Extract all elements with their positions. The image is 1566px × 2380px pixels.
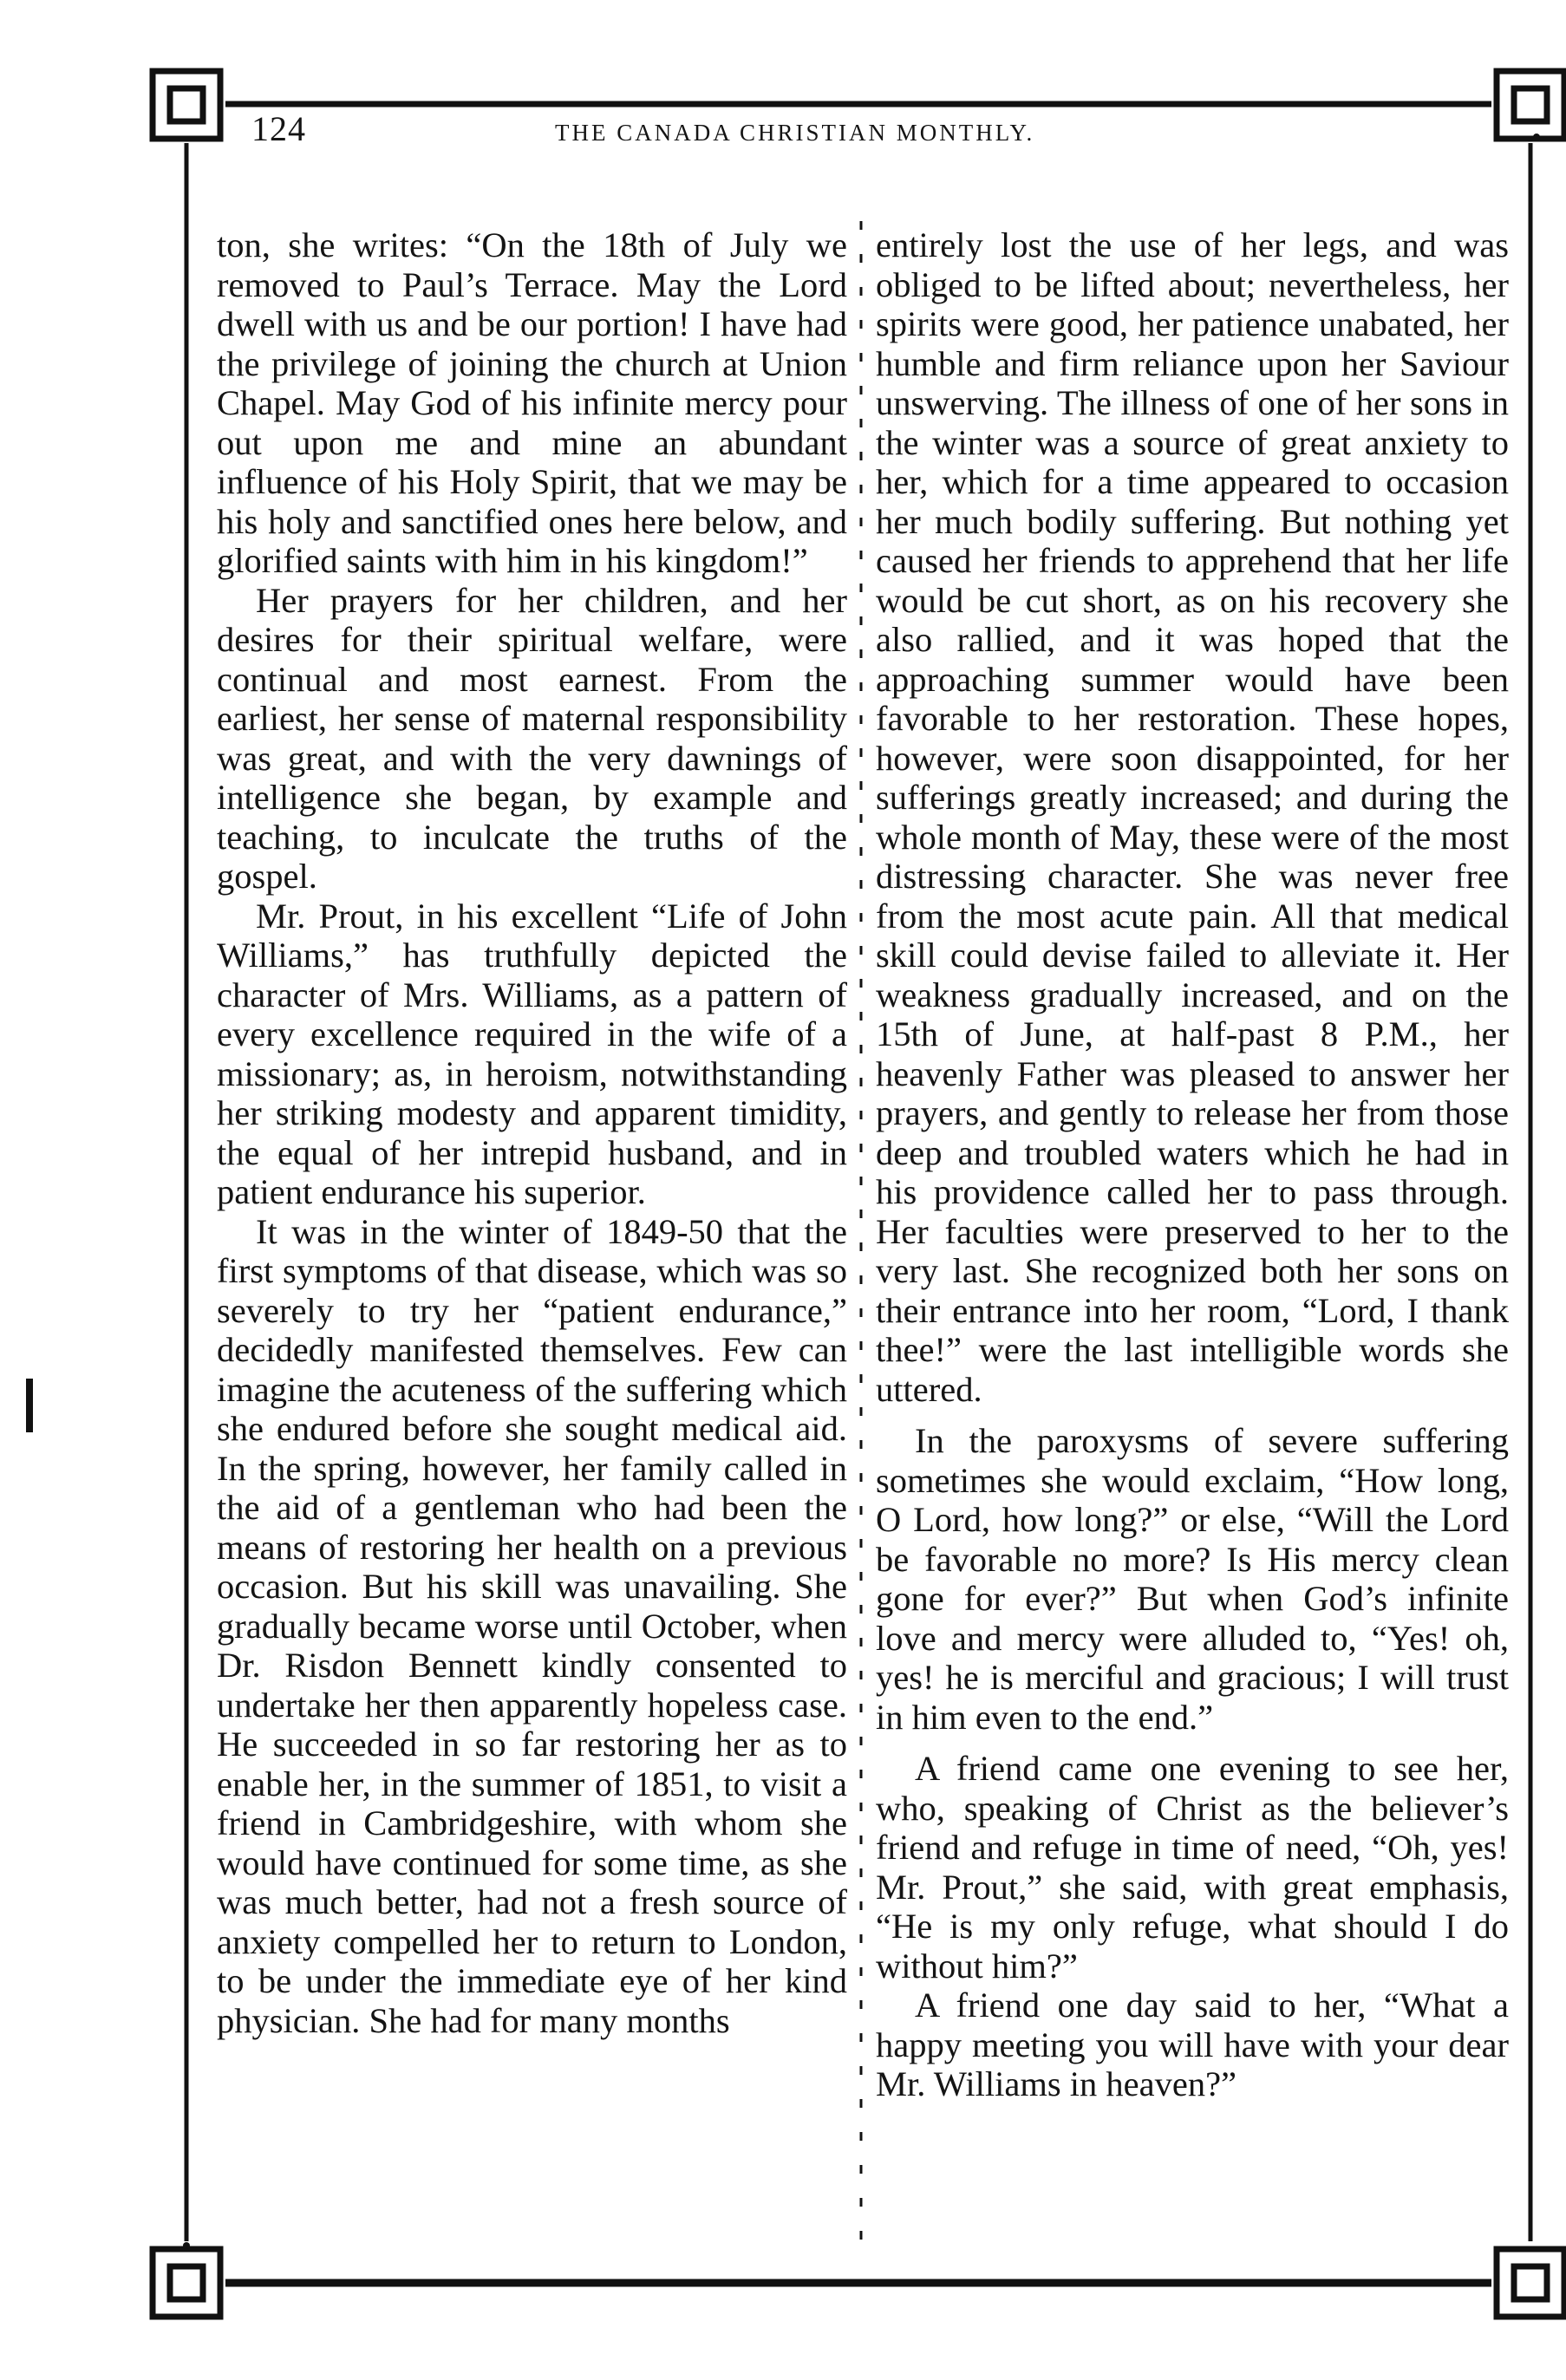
page-number: 124: [251, 109, 306, 148]
paragraph: It was in the winter of 1849-50 that the first symptoms of that disease, which was so severely to try her “patient endurance,” decidedly manifested themselves. Few can imagine the acuteness of the suffering which she endured before she sought medical aid. In the spring, however, her family called in the aid of a gentleman who had been the means of restoring her health on a previous occasion. But his skill was unavailing. She gradually became worse until October, when Dr. Risdon Bennett kindly consented to undertake her then apparently hopeless case. He succeeded in so far restoring her as to enable her, in the summer of 1851, to visit a friend in Cambridgeshire, with whom she would have continued for some time, as she was much better, had not a fresh source of anxiety compelled her to return to London, to be under the immediate eye of her kind physician. She had for many months: [217, 1211, 847, 2040]
paragraph: entirely lost the use of her legs, and was obliged to be lifted about; nevertheless, her spirits were good, her patience unabated, her humble and firm reliance upon her Saviour unswerving. The illness of one of her sons in the winter was a source of great anxiety to her, which for a time appeared to occasion her much bodily suffering. But nothing yet caused her friends to apprehend that her life would be cut short, as on his recovery she also rallied, and it was hoped that the approaching summer would have been favorable to her restoration. These hopes, however, were soon disappointed, for her sufferings greatly increased; and during the whole month of May, these were of the most distressing character. She was never free from the most acute pain. All that medical skill could devise failed to alleviate it. Her weakness gradually increased, and on the 15th of June, at half-past 8 P.M., her heavenly Father was pleased to answer her prayers, and gently to release her from those deep and troubled waters which he had in his providence called her to pass through. Her faculties were preserved to her to the very last. She recognized both her sons on their entrance into her room, “Lord, I thank thee!” were the last intelligible words she uttered.: [876, 225, 1509, 1409]
right-column: [876, 225, 1509, 2104]
paragraph: ton, she writes: “On the 18th of July we removed to Paul’s Terrace. May the Lord dwell with us and be our portion! I have had the privilege of joining the church at Union Chapel. May God of his infinite mercy pour out upon me and mine an abundant influence of his Holy Spirit, that we may be his holy and sanctified ones here below, and glorified saints with him in his kingdom!”: [217, 225, 847, 580]
paragraph: In the paroxysms of severe suffering sometimes she would exclaim, “How long, O Lord, how long?” or else, “Will the Lord be favorable no more? Is His mercy clean gone for ever?” But when God’s infinite love and mercy were alluded to, “Yes! oh, yes! he is merciful and gracious; I will trust in him even to the end.”: [876, 1421, 1509, 1737]
left-column: [217, 225, 847, 2040]
margin-scan-mark: [26, 1379, 33, 1432]
paragraph: Mr. Prout, in his excellent “Life of John Williams,” has truthfully depicted the character of Mrs. Williams, as a pattern of every excellence required in the wife of a missionary; as, in heroism, notwithstanding her striking modesty and apparent timidity, the equal of her intrepid husband, and in patient endurance his superior.: [217, 896, 847, 1211]
paragraph: A friend came one evening to see her, who, speaking of Christ as the believer’s friend and refuge in time of need, “Oh, yes! Mr. Prout,” she said, with great emphasis, “He is my only refuge, what should I do without him?”: [876, 1749, 1509, 1986]
running-title: THE CANADA CHRISTIAN MONTHLY.: [555, 120, 1035, 146]
paragraph: A friend one day said to her, “What a happy meeting you will have with your dear Mr. Williams in heaven?”: [876, 1986, 1509, 2103]
paragraph: Her prayers for her children, and her desires for their spiritual welfare, were continual and most earnest. From the earliest, her sense of maternal responsibility was great, and with the very dawnings of intelligence she began, by example and teaching, to inculcate the truths of the gospel.: [217, 580, 847, 896]
